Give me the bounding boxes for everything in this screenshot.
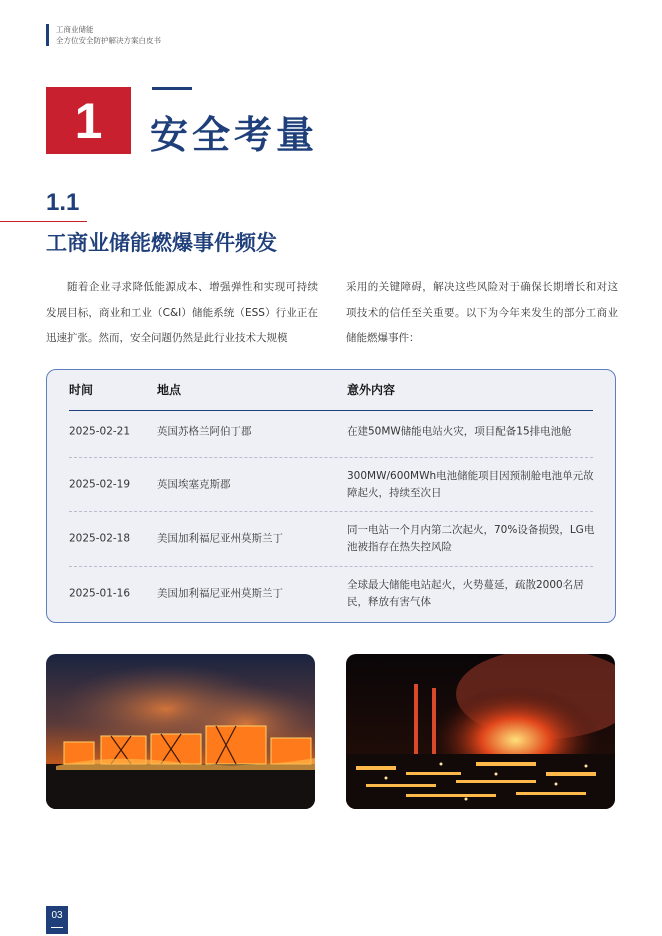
running-header: [46, 24, 161, 46]
table-row: [47, 405, 615, 459]
chapter-accent-line: [152, 87, 192, 90]
cell-location: 英国苏格兰阿伯丁郡: [157, 425, 252, 438]
cell-time: 2025-02-19: [69, 478, 131, 491]
col-header-content: 意外内容: [347, 383, 396, 397]
cell-content: 同一电站一个月内第二次起火，70%设备损毁，LG电池被指存在热失控风险: [347, 524, 595, 553]
header-line-2: 全方位安全防护解决方案白皮书: [56, 36, 161, 45]
intro-paragraph-left: 随着企业寻求降低能源成本、增强弹性和实现可持续发展目标，商业和工业（C&I）储能系统（ESS）行业正在迅速扩张。然而，安全问题仍然是此行业技术大规模: [46, 281, 318, 344]
section-number: 1.1: [46, 189, 80, 216]
cell-time: 2025-02-21: [69, 425, 131, 438]
header-line-1: 工商业储能: [56, 25, 94, 34]
table-row: [47, 567, 615, 621]
cell-time: 2025-01-16: [69, 587, 131, 600]
power-station-fire-photo: [346, 654, 615, 809]
chapter-title: 安全考量: [150, 113, 319, 157]
col-header-location: 地点: [157, 383, 182, 397]
page-number: 03: [46, 906, 68, 934]
section-rule: [0, 221, 87, 222]
cell-content: 300MW/600MWh电池储能项目因预制舱电池单元故障起火，持续至次日: [347, 470, 594, 499]
cell-location: 美国加利福尼亚州莫斯兰丁: [157, 532, 283, 545]
battery-container-fire-photo: [46, 654, 315, 809]
cell-content: 在建50MW储能电站火灾，项目配备15排电池舱: [347, 425, 572, 438]
chapter-number: 1: [46, 87, 131, 154]
cell-location: 美国加利福尼亚州莫斯兰丁: [157, 587, 283, 600]
cell-time: 2025-02-18: [69, 532, 131, 545]
col-header-time: 时间: [69, 383, 94, 397]
cell-location: 英国埃塞克斯郡: [157, 478, 231, 491]
intro-paragraph-right: 采用的关键障碍，解决这些风险对于确保长期增长和对这项技术的信任至关重要。以下为今年来发生的部分工商业储能燃爆事件：: [346, 281, 618, 344]
cell-content: 全球最大储能电站起火，火势蔓延，疏散2000名居民，释放有害气体: [347, 579, 584, 608]
table-row: [47, 458, 615, 512]
table-row: [47, 512, 615, 566]
incident-table: [46, 369, 616, 623]
section-title: 工商业储能燃爆事件频发: [46, 231, 277, 255]
